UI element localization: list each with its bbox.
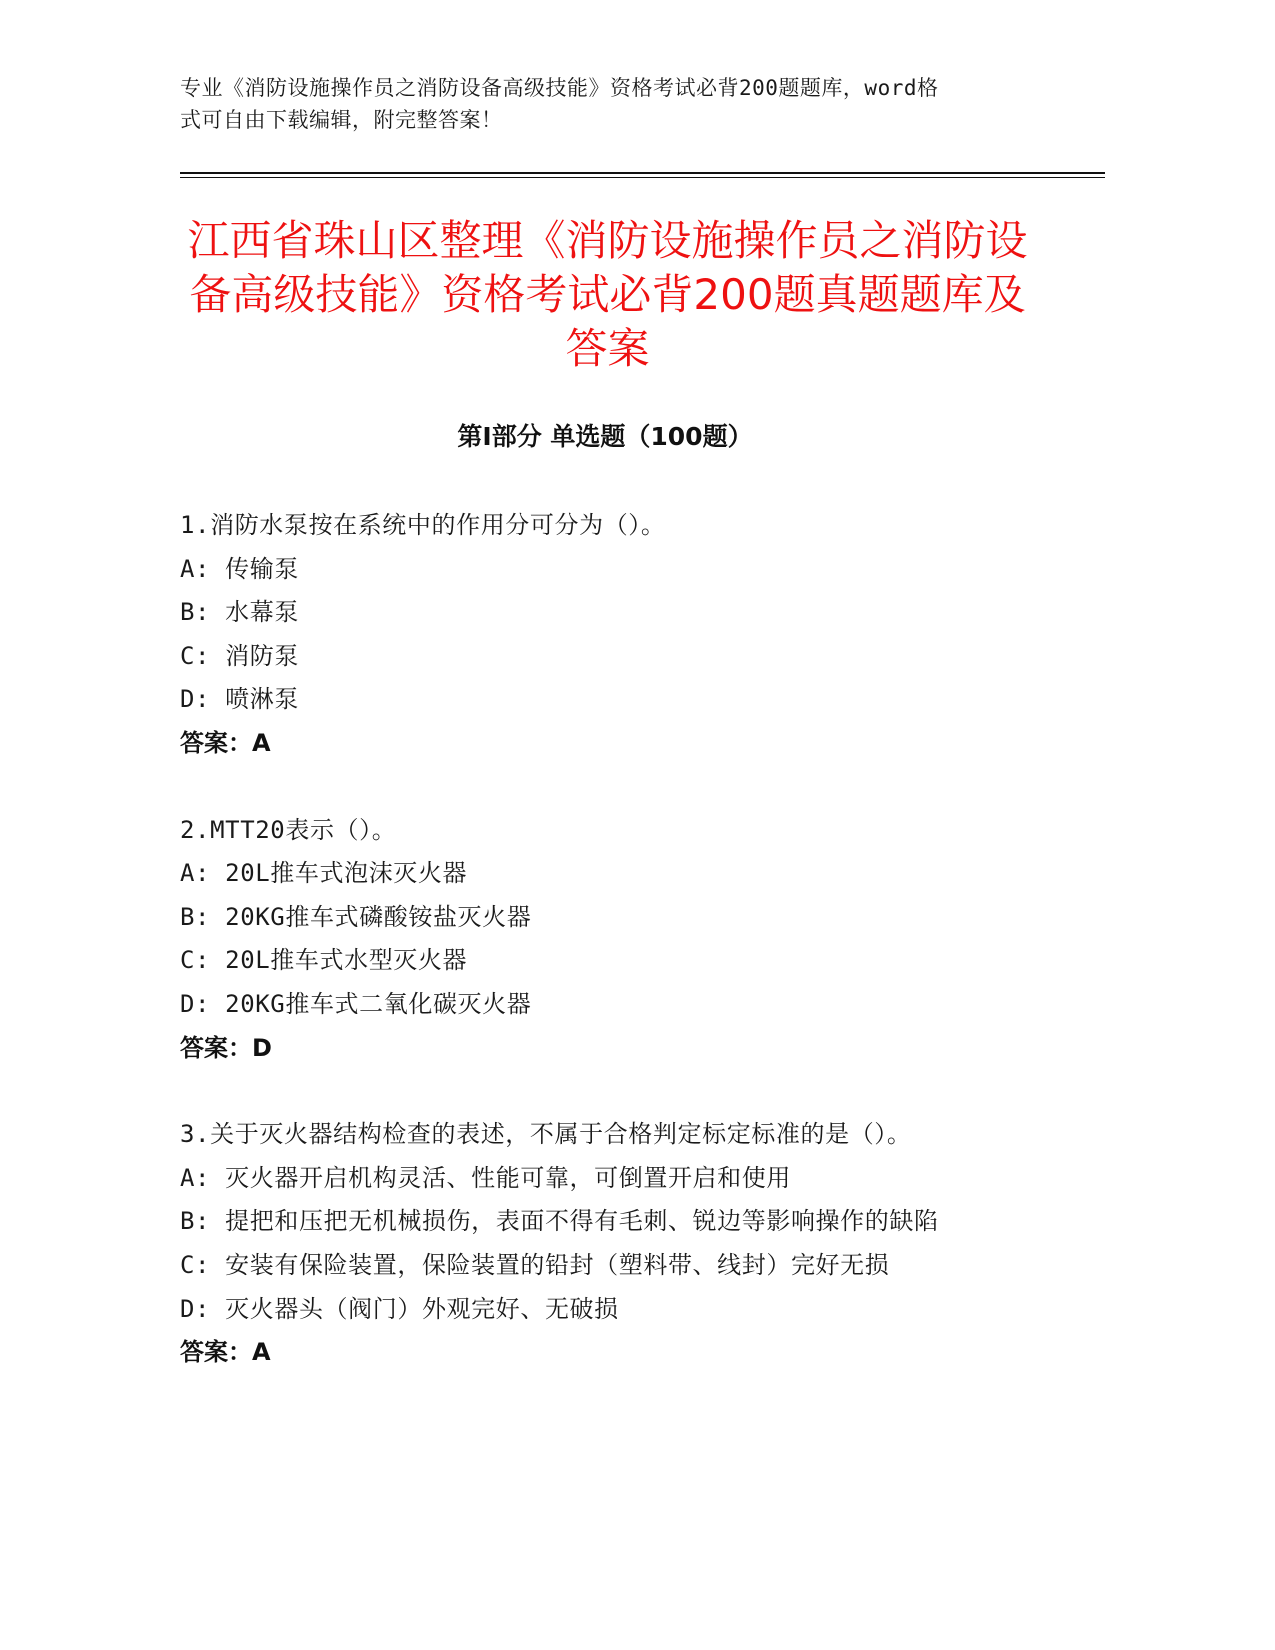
question-stem: 1.消防水泵按在系统中的作用分可分为（）。 — [180, 511, 666, 539]
question-3 — [180, 1113, 1120, 1375]
question-stem: 3.关于灭火器结构检查的表述，不属于合格判定标定标准的是（）。 — [180, 1120, 912, 1149]
header-divider-thin — [180, 177, 1105, 178]
option-c: C: 20L推车式水型灭火器 — [180, 946, 468, 975]
option-d: D: 20KG推车式二氧化碳灭火器 — [180, 989, 532, 1018]
answer-label: 答案：D — [180, 1033, 272, 1062]
answer-label: 答案：A — [180, 728, 271, 757]
option-b: B: 20KG推车式磷酸铵盐灭火器 — [180, 902, 532, 931]
header-note-line-2: 式可自由下载编辑，附完整答案！ — [180, 108, 503, 132]
option-d: D: 喷淋泵 — [180, 685, 299, 714]
header-note — [180, 72, 1110, 136]
option-c: C: 安装有保险装置，保险装置的铅封（塑料带、线封）完好无损 — [180, 1250, 890, 1279]
header-note-line-1: 专业《消防设施操作员之消防设备高级技能》资格考试必背200题题库，word格 — [180, 76, 939, 100]
option-b: B: 水幕泵 — [180, 598, 299, 627]
header-divider-thick — [180, 172, 1105, 174]
option-a: A: 20L推车式泡沫灭火器 — [180, 859, 468, 888]
option-a: A: 传输泵 — [180, 554, 299, 583]
option-c: C: 消防泵 — [180, 641, 299, 670]
option-a: A: 灭火器开启机构灵活、性能可靠，可倒置开启和使用 — [180, 1163, 791, 1192]
section-heading: 第I部分 单选题（100题） — [457, 422, 753, 451]
option-b: B: 提把和压把无机械损伤，表面不得有毛刺、锐边等影响操作的缺陷 — [180, 1207, 939, 1236]
question-list — [180, 504, 1120, 1418]
answer-label: 答案：A — [180, 1338, 271, 1367]
question-stem: 2.MTT20表示（）。 — [180, 815, 397, 844]
option-d: D: 灭火器头（阀门）外观完好、无破损 — [180, 1294, 619, 1323]
question-1 — [180, 504, 1120, 766]
question-2 — [180, 809, 1120, 1071]
document-title: 江西省珠山区整理《消防设施操作员之消防设备高级技能》资格考试必背200题真题题库及答案 — [187, 216, 1028, 373]
